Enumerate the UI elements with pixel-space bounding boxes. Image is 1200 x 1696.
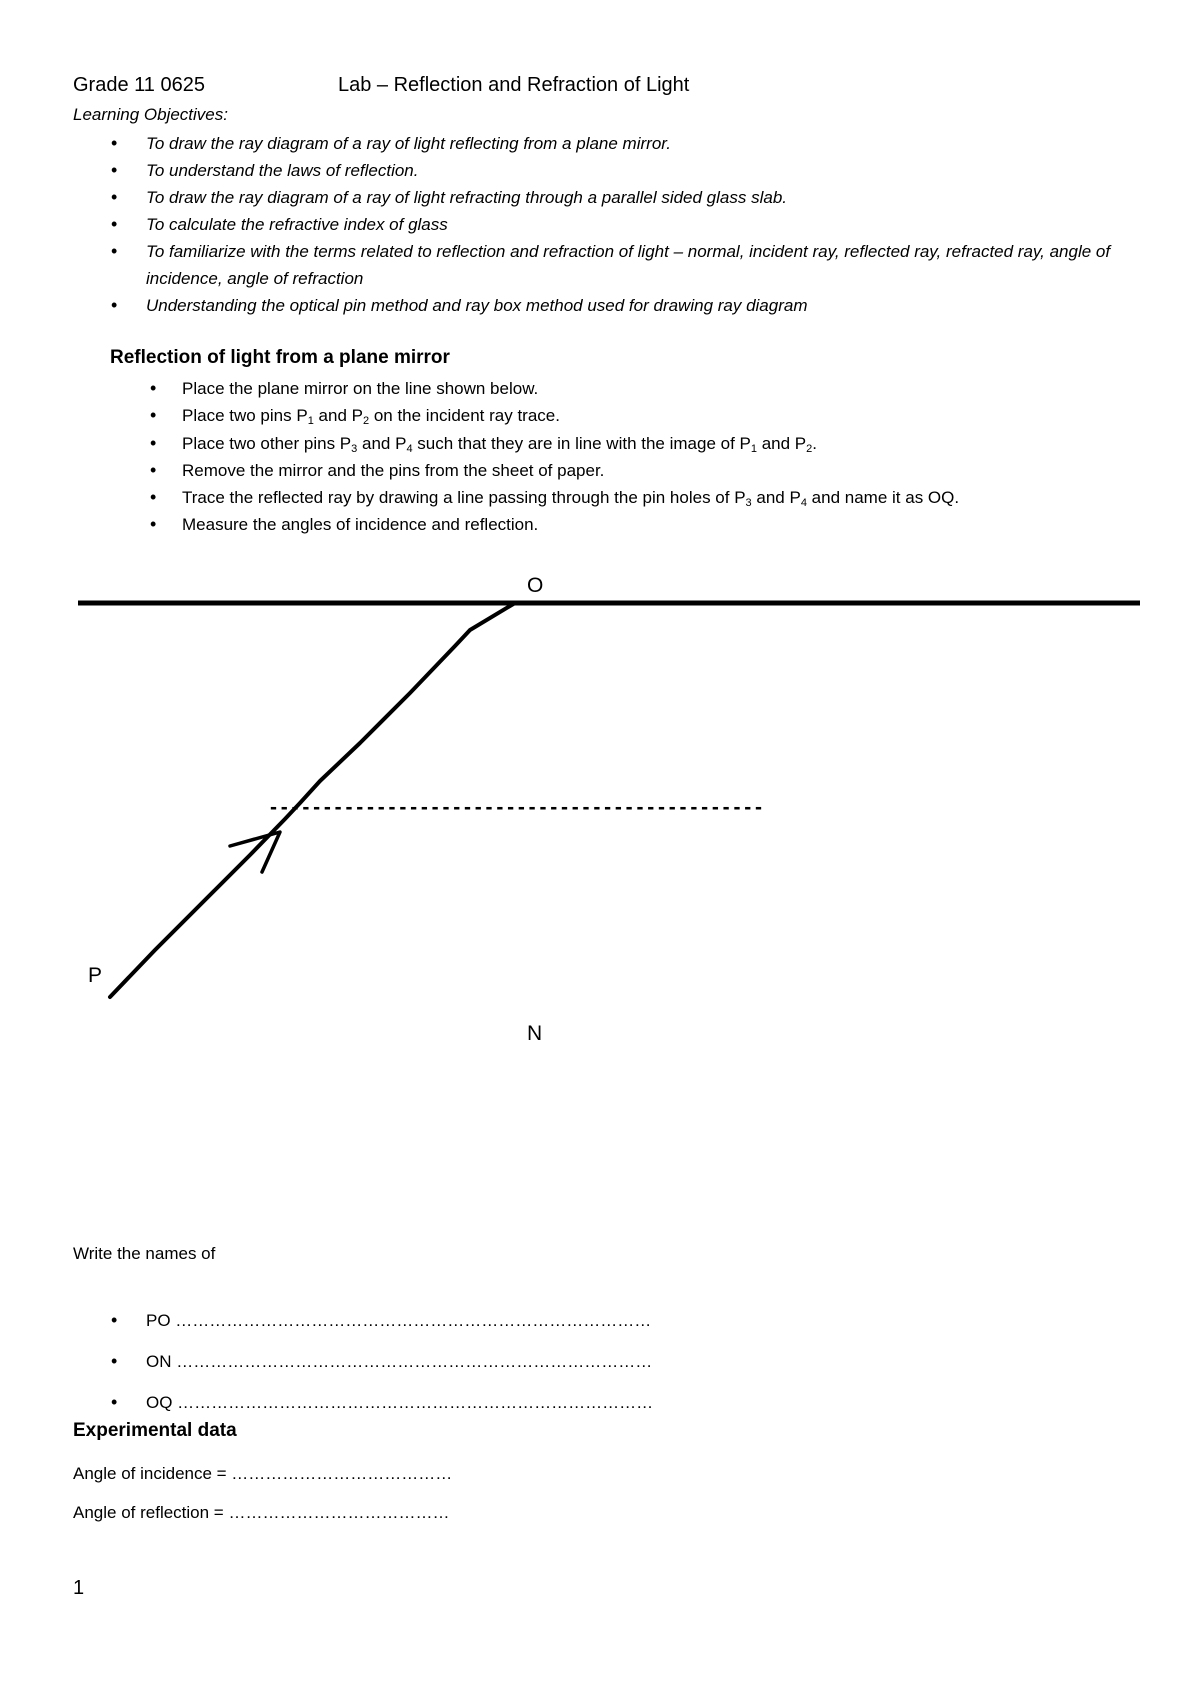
objective-item: • Understanding the optical pin method and ray box method used for drawing ray diagram [108, 292, 1168, 319]
learning-objectives-heading: Learning Objectives: [73, 105, 228, 124]
angle-of-reflection: Angle of reflection = ………………………………… [73, 1503, 450, 1522]
reflection-heading: Reflection of light from a plane mirror [110, 347, 450, 368]
step-text: and P [757, 433, 807, 453]
step-text: Place two other pins P [182, 433, 352, 453]
subscript: 2 [806, 442, 813, 455]
subscript: 2 [362, 415, 370, 428]
procedure-step: • Measure the angles of incidence and reflection. [146, 511, 1166, 538]
step-text: and P [313, 406, 363, 426]
step-text: Trace the reflected ray by drawing a line passing through the pin holes of P [182, 488, 746, 508]
procedure-step: • Remove the mirror and the pins from the sheet of paper. [146, 457, 1166, 484]
page-title: Lab – Reflection and Refraction of Light [338, 74, 690, 96]
subscript: 4 [406, 442, 413, 455]
experimental-data-heading: Experimental data [73, 1420, 237, 1441]
subscript: 1 [750, 442, 757, 455]
procedure-step: • Place the plane mirror on the line shown below. [146, 375, 1166, 402]
procedure-step [146, 484, 1166, 511]
subscript: 3 [745, 497, 752, 510]
step-text: . [812, 433, 818, 453]
objective-item: • To calculate the refractive index of glass [108, 211, 1168, 238]
write-names-prompt: Write the names of [73, 1244, 216, 1263]
objective-item: • To draw the ray diagram of a ray of light reflecting from a plane mirror. [108, 130, 1168, 157]
label-n: N [527, 1022, 543, 1040]
names-list [108, 1300, 708, 1423]
procedure-step [146, 430, 1166, 457]
procedure-step [146, 402, 1166, 429]
objective-item: • To understand the laws of reflection. [108, 157, 1168, 184]
step-text: and P [357, 433, 407, 453]
name-item-po: • PO ………………………………………………………………………… [108, 1300, 708, 1341]
learning-objectives-list [108, 130, 1168, 319]
page-number: 1 [73, 1577, 85, 1599]
procedure-steps [146, 375, 1166, 539]
name-item-on: • ON ………………………………………………………………………… [108, 1341, 708, 1382]
objective-item: • To familiarize with the terms related to reflection and refraction of light – normal, incident ray, reflected ray, refracted ray, angle of incidence, angle of refraction [108, 238, 1168, 292]
label-p: P [88, 964, 103, 987]
angle-of-incidence: Angle of incidence = ………………………………… [73, 1464, 453, 1483]
dashed-normal-line: ---------------------------------------------- [270, 796, 762, 819]
step-text: on the incident ray trace. [369, 406, 560, 426]
step-text: Place two pins P [182, 406, 308, 426]
subscript: 4 [800, 497, 807, 510]
step-text: and P [751, 488, 801, 508]
name-item-oq: • OQ ………………………………………………………………………… [108, 1382, 708, 1423]
subscript: 1 [307, 415, 314, 428]
label-o: O [527, 574, 544, 597]
objective-item: • To draw the ray diagram of a ray of light refracting through a parallel sided glass slab. [108, 184, 1168, 211]
step-text: such that they are in line with the image of P [412, 433, 751, 453]
course-code: Grade 11 0625 [73, 74, 205, 96]
step-text: and name it as OQ. [806, 488, 960, 508]
ray-diagram [0, 560, 1200, 1040]
subscript: 3 [351, 442, 358, 455]
